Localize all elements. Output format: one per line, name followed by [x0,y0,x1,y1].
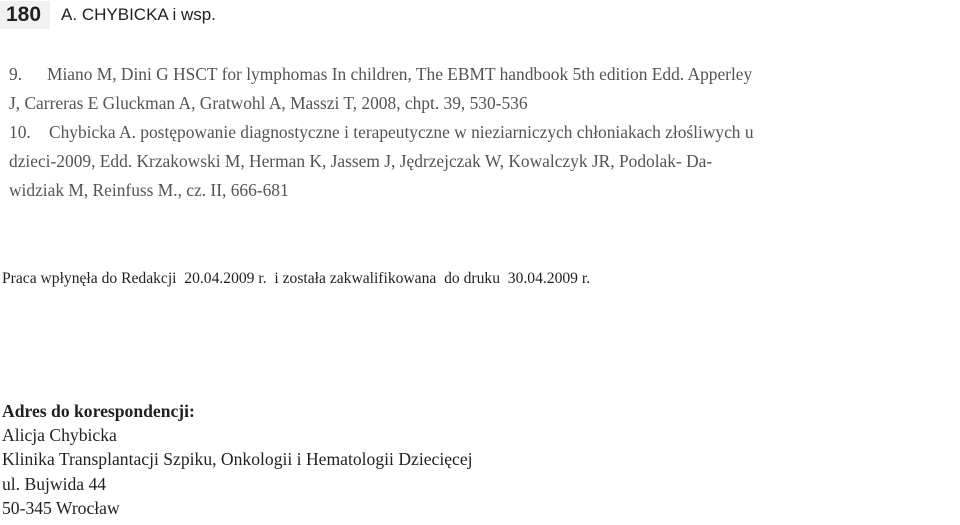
reference-list [9,60,957,205]
reference-item [9,60,957,89]
correspondence-title: Adres do korespondencji: [2,401,195,421]
reference-text-line: dzieci-2009, Edd. Krzakowski M, Herman K, Jassem J, Jędrzejczak W, Kowalczyk JR, Podolak- Da- [9,151,713,171]
running-head: A. CHYBICKA i wsp. [61,5,216,24]
page-header [0,0,216,30]
reference-text-line: widziak M, Reinfuss M., cz. II, 666-681 [9,180,289,200]
reference-text-line: J, Carreras E Gluckman A, Gratwohl A, Masszi T, 2008, chpt. 39, 530-536 [9,93,528,113]
correspondence-address [2,399,473,520]
reference-text-line: Chybicka A. postępowanie diagnostyczne i terapeutyczne w nieziarniczych chłoniakach złośliwych u [49,122,754,142]
correspondence-institution: Klinika Transplantacji Szpiku, Onkologii i Hematologii Dziecięcej [2,449,473,470]
page-number: 180 [0,1,50,29]
reference-text-line: Miano M, Dini G HSCT for lymphomas In children, The EBMT handbook 5th edition Edd. Apperley [47,64,753,84]
correspondence-city: 50-345 Wrocław [2,497,120,518]
reference-item [9,118,957,147]
correspondence-name: Alicja Chybicka [2,425,117,446]
reference-number: 10. [9,122,31,142]
received-note: Praca wpłynęła do Redakcji 20.04.2009 r. i została zakwalifikowana do druku 30.04.2009 r. [2,270,591,287]
correspondence-street: ul. Bujwida 44 [2,473,107,494]
reference-number: 9. [9,64,23,84]
